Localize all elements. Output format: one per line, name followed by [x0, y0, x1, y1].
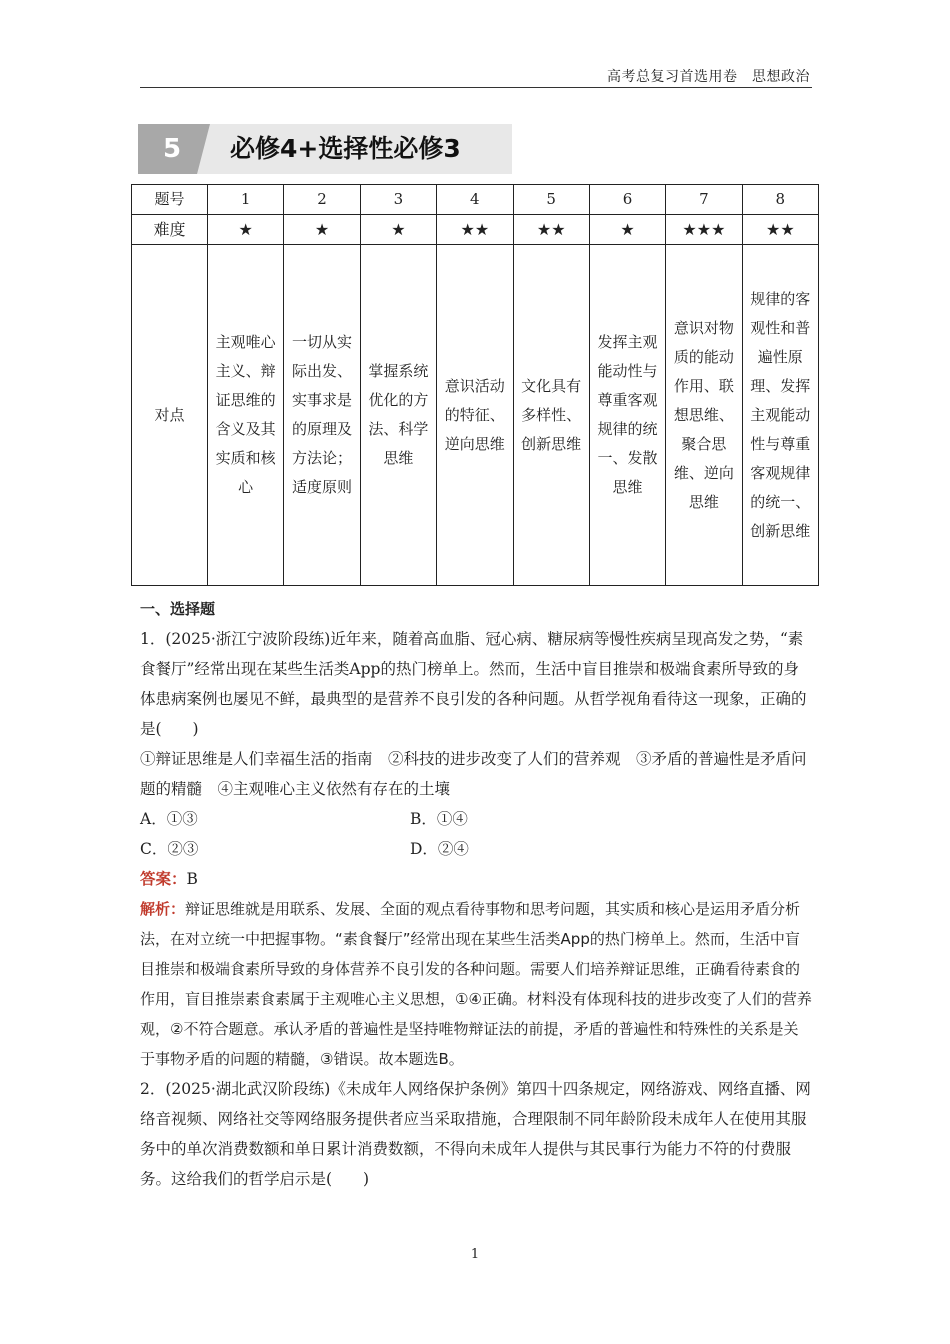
question-number: 1	[208, 185, 284, 215]
question-number: 8	[742, 185, 818, 215]
topic-cell	[589, 245, 665, 586]
question-1-options-row-2	[140, 834, 812, 864]
table-row-topic	[132, 245, 819, 586]
topic-cell	[284, 245, 360, 586]
question-1-stem: 1．(2025·浙江宁波阶段练)近年来，随着高血脂、冠心病、糖尿病等慢性疾病呈现高发之势，“素食餐厅”经常出现在某些生活类App的热门榜单上。然而，生活中盲目推崇和极端食素所导致的身体患病案例也屡见不鲜，最典型的是营养不良引发的各种问题。从哲学视角看待这一现象，正确的是( )	[140, 630, 807, 738]
question-1-answer	[140, 864, 812, 894]
question-1-options-row-1	[140, 804, 812, 834]
topic-text: 掌握系统优化的方法、科学思维	[368, 362, 429, 467]
difficulty-table	[131, 184, 819, 586]
page-number: 1	[470, 1247, 480, 1262]
topic-cell	[360, 245, 436, 586]
question-number: 7	[666, 185, 742, 215]
difficulty-stars: ★	[589, 215, 665, 245]
difficulty-stars: ★★	[437, 215, 513, 245]
difficulty-stars: ★	[360, 215, 436, 245]
question-2-stem: 2．(2025·湖北武汉阶段练)《未成年人网络保护条例》第四十四条规定，网络游戏、网络直播、网络音视频、网络社交等网络服务提供者应当采取措施，合理限制不同年龄阶段未成年人在使用其服务中的单次消费数额和单日累计消费数额，不得向未成年人提供与其民事行为能力不符的付费服务。这给我们的哲学启示是( )	[140, 1080, 811, 1188]
topic-cell	[513, 245, 589, 586]
page-header-text: 高考总复习首选用卷 思想政治	[607, 69, 810, 85]
topic-cell	[666, 245, 742, 586]
topic-text: 意识活动的特征、逆向思维	[444, 376, 505, 453]
difficulty-stars: ★★	[742, 215, 818, 245]
header-rule	[140, 87, 812, 88]
analysis-text: 辩证思维就是用联系、发展、全面的观点看待事物和思考问题，其实质和核心是运用矛盾分析法，在对立统一中把握事物。“素食餐厅”经常出现在某些生活类App的热门榜单上。然而，生活中盲目推崇和极端食素所导致的身体营养不良引发的各种问题。需要人们培养辩证思维，正确看待素食的作用，盲目推崇素食素属于主观唯心主义思想，①④正确。材料没有体现科技的进步改变了人们的营养观，②不符合题意。承认矛盾的普遍性是坚持唯物辩证法的前提，矛盾的普遍性和特殊性的关系是关于事物矛盾的问题的精髓，③错误。故本题选B。	[140, 900, 812, 1068]
question-number: 5	[513, 185, 589, 215]
topic-cell	[742, 245, 818, 586]
banner-number: 5	[162, 134, 182, 164]
section-title: 一、选择题	[140, 600, 216, 618]
topic-cell	[437, 245, 513, 586]
question-number: 2	[284, 185, 360, 215]
difficulty-stars: ★★	[513, 215, 589, 245]
question-1-analysis	[140, 894, 812, 1074]
row-label-difficulty: 难度	[132, 215, 208, 245]
topic-text: 发挥主观能动性与尊重客观规律的统一、发散思维	[597, 333, 658, 496]
topic-text: 规律的客观性和普遍性原理、发挥主观能动性与尊重客观规律的统一、创新思维	[750, 289, 811, 540]
answer-label: 答案：	[140, 870, 187, 888]
option-d: D．②④	[410, 840, 469, 858]
topic-cell	[208, 245, 284, 586]
table-row-number	[132, 185, 819, 215]
option-c: C．②③	[140, 840, 199, 858]
answer-value: B	[186, 870, 198, 888]
option-a: A．①③	[140, 810, 198, 828]
topic-text: 一切从实际出发、实事求是的原理及方法论；适度原则	[292, 333, 353, 496]
difficulty-stars: ★★★	[666, 215, 742, 245]
topic-text: 意识对物质的能动作用、联想思维、聚合思维、逆向思维	[673, 318, 734, 511]
topic-text: 主观唯心主义、辩证思维的含义及其实质和核心	[215, 333, 276, 496]
analysis-label: 解析：	[140, 900, 186, 918]
difficulty-stars: ★	[284, 215, 360, 245]
question-1-statements: ①辩证思维是人们幸福生活的指南 ②科技的进步改变了人们的营养观 ③矛盾的普遍性是矛盾问题的精髓 ④主观唯心主义依然有存在的土壤	[140, 750, 807, 798]
question-number: 4	[437, 185, 513, 215]
questions-body	[140, 594, 812, 1194]
topic-text: 文化具有多样性、创新思维	[521, 376, 582, 453]
row-label-number: 题号	[132, 185, 208, 215]
table-row-difficulty	[132, 215, 819, 245]
question-number: 6	[589, 185, 665, 215]
difficulty-stars: ★	[208, 215, 284, 245]
option-b: B．①④	[410, 810, 468, 828]
chapter-banner	[138, 124, 512, 174]
banner-title: 必修4+选择性必修3	[230, 134, 461, 163]
question-number: 3	[360, 185, 436, 215]
row-label-topic: 对点	[132, 245, 208, 586]
